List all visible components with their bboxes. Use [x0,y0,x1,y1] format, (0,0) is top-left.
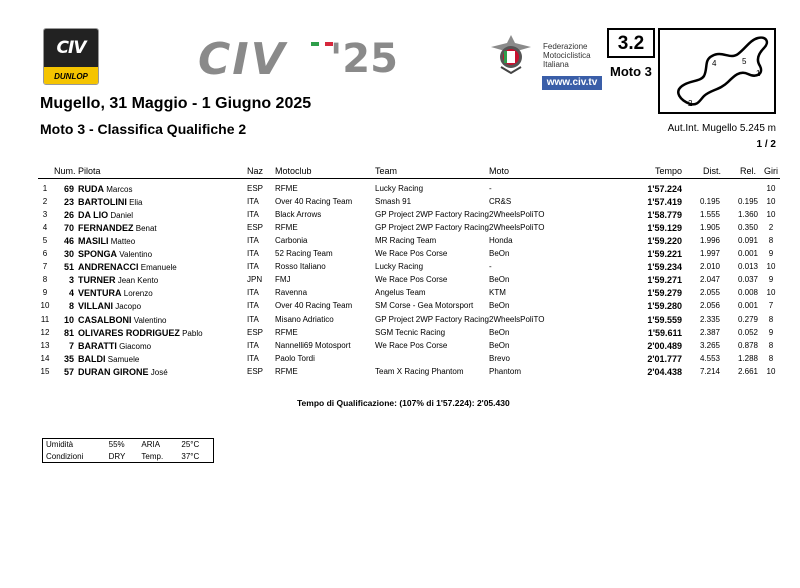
rider-name [78,354,139,364]
rank: 2 [42,197,48,207]
temp-value: 37°C [181,451,200,461]
gap-previous: 2.661 [737,366,758,376]
laps: 8 [768,236,774,246]
track-map [658,28,776,114]
bike: Phantom [489,366,522,376]
gap-leader: 3.265 [699,340,720,350]
laps: 8 [768,340,774,350]
col-motoclub: Motoclub [275,166,312,176]
table-row [0,262,800,275]
bike: BeOn [489,249,510,259]
nationality: ITA [247,262,259,272]
table-row [0,315,800,328]
rank: 10 [40,301,50,311]
rank: 3 [42,210,48,220]
table-row [0,288,800,301]
gap-leader: 2.056 [699,301,720,311]
gap-previous: 0.195 [737,197,758,207]
table-row [0,354,800,367]
civ-dunlop-logo [43,28,99,85]
table-row [0,301,800,314]
bike: CR&S [489,197,512,207]
rider-surname: MASILI [78,236,109,247]
bike: BeOn [489,340,510,350]
nationality: ITA [247,288,259,298]
team: We Race Pos Corse [375,249,448,259]
team: Team X Racing Phantom [375,366,464,376]
nationality: ITA [247,249,259,259]
rider-first-name: Emanuele [140,263,177,273]
air-label: ARIA [141,440,161,450]
rider-surname: TURNER [78,275,116,286]
gap-leader: 1.555 [699,210,720,220]
rider-surname: RUDA [78,184,104,194]
motoclub: Ravenna [275,288,308,298]
gap-leader: 2.055 [699,288,720,298]
rider-first-name: Lorenzo [123,289,153,299]
humidity-label: Umidità [46,440,74,450]
qualification-time-note: Tempo di Qualificazione: (107% di 1'57.224): 2'05.430 [297,398,510,408]
lap-time: 1'59.271 [647,275,682,286]
gap-leader: 7.214 [699,366,720,376]
civ-logo-text: CIV [44,29,98,67]
table-row [0,249,800,262]
lap-time: 1'59.221 [647,249,682,260]
page-indicator: 1 / 2 [756,139,776,150]
rider-surname: FERNANDEZ [78,223,134,234]
rider-surname: SPONGA [78,249,118,260]
motoclub: Misano Adriatico [275,314,334,324]
bike: BeOn [489,275,510,285]
motoclub: Nannelli69 Motosport [275,340,351,350]
class-label: Moto 3 [610,64,652,79]
nationality: ITA [247,353,259,363]
table-row [0,328,800,341]
nationality: ITA [247,314,259,324]
rider-first-name: Jacopo [115,302,142,312]
laps: 2 [768,223,774,233]
laps: 8 [768,314,774,324]
lap-time: 1'57.419 [647,197,682,208]
motoclub: RFME [275,327,298,337]
nationality: ITA [247,301,259,311]
lap-time: 1'58.779 [647,210,682,221]
rider-first-name: José [150,367,168,377]
nationality: ESP [247,184,264,193]
laps: 10 [766,366,776,376]
col-num-pilota: Num. Pilota [54,166,101,176]
gap-previous: 0.878 [737,340,758,350]
motoclub: Over 40 Racing Team [275,301,353,311]
col-tempo: Tempo [655,166,683,176]
rider-name [78,236,135,246]
motoclub: Carbonia [275,236,308,246]
nationality: JPN [247,275,263,285]
rider-surname: BARTOLINI [78,197,127,208]
civ-year: '25 [330,36,398,82]
rank: 13 [40,340,50,350]
dunlop-logo-text: DUNLOP [44,67,98,85]
fmi-name [543,42,591,69]
team: Smash 91 [375,197,412,207]
col-giri: Giri [764,166,778,176]
gap-previous: 1.360 [737,210,758,220]
team: GP Project 2WP Factory Racing [375,210,489,220]
nationality: ITA [247,236,259,246]
air-value: 25°C [181,440,200,450]
rider-number: 8 [68,301,74,312]
nationality: ESP [247,366,264,376]
nationality: ITA [247,197,259,207]
team: Lucky Racing [375,262,424,272]
motoclub: Rosso Italiano [275,262,326,272]
civ-website-link[interactable]: www.civ.tv [542,76,602,90]
lap-time: 2'04.438 [647,366,682,377]
gap-leader: 1.997 [699,249,720,259]
rider-name [78,341,151,351]
rank: 11 [40,314,50,324]
table-row [0,197,800,210]
conditions-label: Condizioni [46,451,84,461]
team: GP Project 2WP Factory Racing [375,223,489,233]
gap-leader: 4.553 [699,353,720,363]
lap-time: 1'59.280 [647,301,682,312]
nationality: ESP [247,327,264,337]
gap-leader: 1.996 [699,236,720,246]
rider-name [78,275,158,285]
motoclub: Over 40 Racing Team [275,197,353,207]
rider-surname: BALDI [78,353,106,364]
team: We Race Pos Corse [375,275,448,285]
motoclub: RFME [275,184,298,193]
track-turn-label: 1 [756,69,761,78]
rider-surname: ANDRENACCI [78,262,139,273]
gap-leader: 0.195 [699,197,720,207]
rider-surname: VENTURA [78,288,122,299]
rank: 9 [42,288,48,298]
rider-name [78,288,153,298]
fmi-line-2: Motociclistica [543,51,591,60]
rank: 8 [42,275,48,285]
rank: 4 [42,223,48,233]
motoclub: 52 Racing Team [275,249,333,259]
laps: 9 [768,249,774,259]
gap-leader: 1.905 [699,223,720,233]
track-map-icon [660,30,774,112]
fmi-line-3: Italiana [543,60,569,69]
lap-time: 1'59.611 [647,327,682,338]
table-row [0,184,800,197]
lap-time: 1'59.220 [647,236,682,247]
gap-previous: 0.350 [737,223,758,233]
laps: 10 [766,288,776,298]
gap-previous: 0.001 [737,301,758,311]
rank: 14 [40,353,50,363]
table-row [0,341,800,354]
gap-leader: 2.047 [699,275,720,285]
gap-previous: 0.037 [737,275,758,285]
weather-table [42,438,214,463]
rider-name [78,249,152,259]
gap-previous: 0.091 [737,236,758,246]
laps: 10 [766,184,776,193]
bike: - [489,262,492,272]
rider-number: 23 [63,197,74,208]
rider-name [78,367,168,377]
humidity-value: 55% [108,440,125,450]
col-moto: Moto [489,166,510,176]
lap-time: 1'57.224 [647,184,682,194]
event-title: Mugello, 31 Maggio - 1 Giugno 2025 [40,95,312,112]
laps: 10 [766,210,776,220]
gap-previous: 0.001 [737,249,758,259]
weather-row [43,439,214,451]
table-row [0,223,800,236]
rider-name [78,210,133,220]
track-info: Aut.Int. Mugello 5.245 m [667,123,776,134]
gap-leader: 2.387 [699,327,720,337]
rider-first-name: Samuele [107,354,140,364]
rider-surname: BARATTI [78,340,117,351]
team: SM Corse - Gea Motorsport [375,301,474,311]
gap-previous: 0.052 [737,327,758,337]
civ-brand-logo: CIV [198,34,287,85]
rider-number: 35 [63,353,74,364]
laps: 9 [768,327,774,337]
rider-surname: DURAN GIRONE [78,366,149,377]
bike: BeOn [489,327,510,337]
weather-row [43,451,214,463]
rider-first-name: Marcos [106,185,133,194]
rider-first-name: Matteo [110,237,136,247]
col-rel: Rel. [740,166,757,176]
rider-number: 3 [68,275,74,286]
rider-first-name: Giacomo [119,341,152,351]
lap-time: 1'59.279 [647,288,682,299]
motoclub: Paolo Tordi [275,353,315,363]
rider-number: 70 [63,223,74,234]
team: GP Project 2WP Factory Racing [375,314,489,324]
rider-first-name: Valentino [119,250,153,260]
gap-leader: 2.335 [699,314,720,324]
bike: 2WheelsPoliTO [489,223,545,233]
laps: 7 [768,301,774,311]
rank: 1 [42,184,48,193]
team: SGM Tecnic Racing [375,327,446,337]
fmi-emblem-icon [487,33,535,75]
col-dist: Dist. [703,166,721,176]
rider-name [78,197,142,207]
gap-previous: 0.279 [737,314,758,324]
col-team: Team [375,166,398,176]
fmi-line-1: Federazione [543,42,588,51]
track-turn-label: 4 [712,59,717,68]
rider-number: 10 [63,314,74,325]
rider-name [78,301,141,311]
bike: 2WheelsPoliTO [489,210,545,220]
bike: 2WheelsPoliTO [489,314,545,324]
team: Lucky Racing [375,184,424,193]
gap-leader: 2.010 [699,262,720,272]
rider-first-name: Elia [129,198,143,208]
rider-number: 69 [63,184,74,194]
rider-number: 7 [68,340,74,351]
lap-time: 2'00.489 [647,340,682,351]
rider-surname: DA LIO [78,210,109,221]
conditions-value: DRY [108,451,126,461]
rider-first-name: Benat [135,224,157,234]
document-number-box: 3.2 [607,28,655,58]
laps: 8 [768,353,774,363]
rider-number: 46 [63,236,74,247]
motoclub: Black Arrows [275,210,322,220]
rider-number: 4 [68,288,74,299]
bike: Honda [489,236,513,246]
nationality: ITA [247,340,259,350]
rank: 6 [42,249,48,259]
header-divider [38,178,780,179]
bike: KTM [489,288,506,298]
rider-number: 81 [63,327,74,338]
laps: 10 [766,197,776,207]
rider-number: 30 [63,249,74,260]
lap-time: 1'59.559 [647,314,682,325]
table-row [0,210,800,223]
rider-first-name: Jean Kento [117,276,159,286]
lap-time: 1'59.234 [647,262,682,273]
rider-surname: OLIVARES RODRIGUEZ [78,327,180,338]
team: We Race Pos Corse [375,340,448,350]
lap-time: 2'01.777 [647,353,682,364]
laps: 10 [766,262,776,272]
rank: 5 [42,236,48,246]
rider-first-name: Valentino [133,315,167,325]
nationality: ESP [247,223,264,233]
laps: 9 [768,275,774,285]
rider-name [78,262,177,272]
lap-time: 1'59.129 [647,223,682,234]
gap-previous: 0.013 [737,262,758,272]
motoclub: FMJ [275,275,291,285]
rider-surname: CASALBONI [78,314,132,325]
table-row [0,236,800,249]
session-title: Moto 3 - Classifica Qualifiche 2 [40,121,247,137]
team: Angelus Team [375,288,426,298]
bike: Brevo [489,353,510,363]
rider-name [78,223,157,233]
temp-label: Temp. [141,451,164,461]
rider-number: 57 [63,366,74,377]
rider-name [78,328,203,338]
bike: - [489,184,492,193]
rider-name [78,184,132,194]
team: MR Racing Team [375,236,437,246]
table-row [0,275,800,288]
motoclub: RFME [275,223,298,233]
rank: 15 [40,366,50,376]
track-turn-label: 5 [742,57,747,66]
rider-number: 51 [63,262,74,273]
track-turn-label: 2 [688,99,693,108]
col-naz: Naz [247,166,264,176]
motoclub: RFME [275,366,298,376]
rank: 12 [40,327,50,337]
table-row [0,367,800,380]
rider-first-name: Daniel [110,211,134,221]
rank: 7 [42,262,48,272]
rider-surname: VILLANI [78,301,113,312]
rider-name [78,315,167,325]
bike: BeOn [489,301,510,311]
rider-number: 26 [63,210,74,221]
gap-previous: 0.008 [737,288,758,298]
rider-first-name: Pablo [182,328,203,338]
gap-previous: 1.288 [737,353,758,363]
nationality: ITA [247,210,259,220]
